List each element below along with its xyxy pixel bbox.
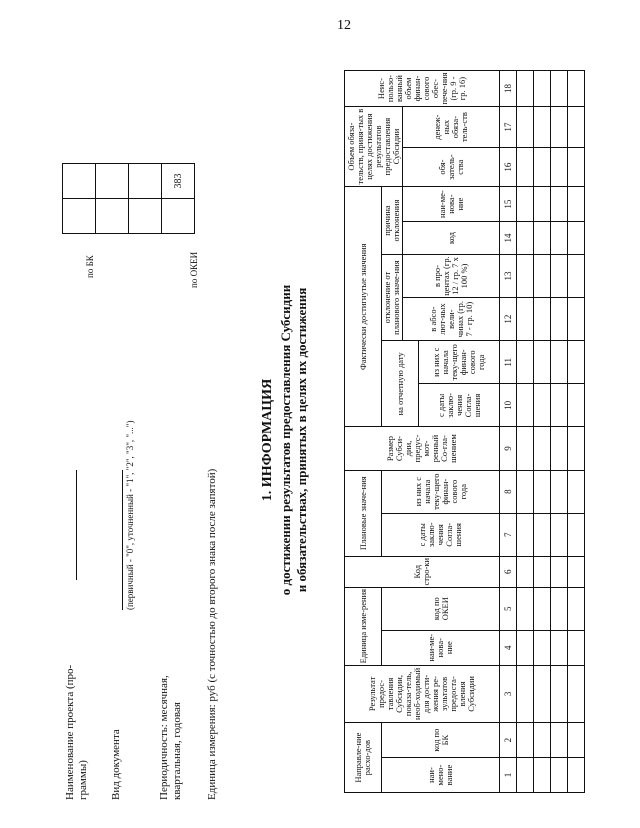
periodicity-label-2: квартальная, годовая <box>171 702 183 800</box>
column-number: 17 <box>500 107 517 148</box>
column-number: 2 <box>500 723 517 758</box>
section-subtitle-2: и обязательствах, принятых в целях их достижения <box>294 287 309 593</box>
column-number: 4 <box>500 630 517 665</box>
header-absolute: в абсо-лют-ных вели-чинах (гр. 7 - гр. 10) <box>403 298 500 341</box>
header-unit: Единица изме-рения <box>345 587 382 665</box>
code-box <box>96 164 129 199</box>
column-number: 14 <box>500 222 517 255</box>
header-percent: в про-центах (гр. 12 / гр. 7 x 100 %) <box>403 254 500 297</box>
table-row <box>517 71 534 793</box>
doc-type-label: Вид документа <box>110 729 122 800</box>
column-number: 3 <box>500 665 517 723</box>
column-number: 18 <box>500 71 517 107</box>
header-reason-name: наи-ме-нова-ние <box>403 187 500 222</box>
by-okei-label: по ОКЕИ <box>189 251 199 288</box>
code-box <box>162 199 195 234</box>
header-obligations: Объем обяза-тельств, приня-тых в целях достижения результатов предоставления Субсидии <box>345 107 403 187</box>
header-unit-name: наи-ме-нова-ние <box>382 630 500 665</box>
project-underline <box>76 470 77 580</box>
header-result: Результат предос-тавления Субсидии, показа-тель, необ-ходимый для дости-жения ре-зультатов предоста-вления Субсидии <box>345 665 500 723</box>
column-number: 8 <box>500 470 517 513</box>
okei-code: 383 <box>162 164 195 199</box>
header-reporting: на отчетную дату <box>382 341 419 427</box>
column-numbers-row <box>500 71 517 793</box>
doc-type-underline <box>122 470 123 610</box>
table-row <box>551 71 568 793</box>
column-number: 11 <box>500 341 517 384</box>
rotated-page <box>50 60 590 820</box>
column-number: 5 <box>500 587 517 630</box>
header-actual-from-date: с даты заклю-чения Согла-шения <box>419 384 500 427</box>
header-name: наи-мено-вание <box>382 758 500 793</box>
column-number: 13 <box>500 254 517 297</box>
header-unused: Неис-пользо-ванный объем финан-сового обес-пече-ния (гр. 9 - гр. 16) <box>345 71 500 107</box>
column-number: 7 <box>500 513 517 556</box>
header-subsidy-size: Размер Субси-дии, предус-мот-ренный Со-гла-шением <box>345 427 500 470</box>
column-number: 6 <box>500 556 517 587</box>
header-plan-from-date: с даты заклю-чения Согла-шения <box>382 513 500 556</box>
table-row <box>568 71 585 793</box>
results-table <box>344 70 585 793</box>
code-boxes <box>62 163 195 234</box>
column-number: 16 <box>500 148 517 187</box>
section-title: 1. ИНФОРМАЦИЯ <box>260 378 275 502</box>
header-actual: Фактически достигнутые значения <box>345 187 382 427</box>
header-obligatory: обя-затель-ства <box>403 148 500 187</box>
by-bk-label: по БК <box>85 255 95 278</box>
column-number: 15 <box>500 187 517 222</box>
page-number: 12 <box>337 18 351 33</box>
column-number: 10 <box>500 384 517 427</box>
header-code-okei: код по ОКЕИ <box>382 587 500 630</box>
doc-type-hint: (первичный - "0", уточненный - "1", "2", "3", "...") <box>125 420 135 610</box>
unit-label: Единица измерения: руб (с точностью до второго знака после запятой) <box>206 468 218 800</box>
column-number: 1 <box>500 758 517 793</box>
header-reason: причина отклонения <box>382 187 403 255</box>
section-subtitle: о достижении результатов предоставления Субсидии <box>278 284 293 596</box>
periodicity-label: Периодичность: месячная, <box>158 675 170 800</box>
header-line-code: Код стро-ки <box>345 556 500 587</box>
header-monetary: денеж-ных обяза-тель-ств <box>403 107 500 148</box>
table-row <box>534 71 551 793</box>
code-box <box>63 199 96 234</box>
project-label-2: граммы) <box>77 760 89 800</box>
column-number: 12 <box>500 298 517 341</box>
header-reason-code: код <box>403 222 500 255</box>
code-box <box>129 199 162 234</box>
code-box <box>96 199 129 234</box>
header-actual-from-year: из них с начала теку-щего финан-сового года <box>419 341 500 384</box>
header-code-bk: код по БК <box>382 723 500 758</box>
column-number: 9 <box>500 427 517 470</box>
header-deviation: отклонение от планового значе-ния <box>382 254 403 340</box>
code-box <box>129 164 162 199</box>
header-plan-from-year: из них с начала теку-щего финан-сового года <box>382 470 500 513</box>
header-plan: Плановые значе-ния <box>345 470 382 556</box>
code-box <box>63 164 96 199</box>
header-direction: Направле-ние расхо-дов <box>345 723 382 793</box>
project-label: Наименование проекта (про- <box>64 664 76 800</box>
